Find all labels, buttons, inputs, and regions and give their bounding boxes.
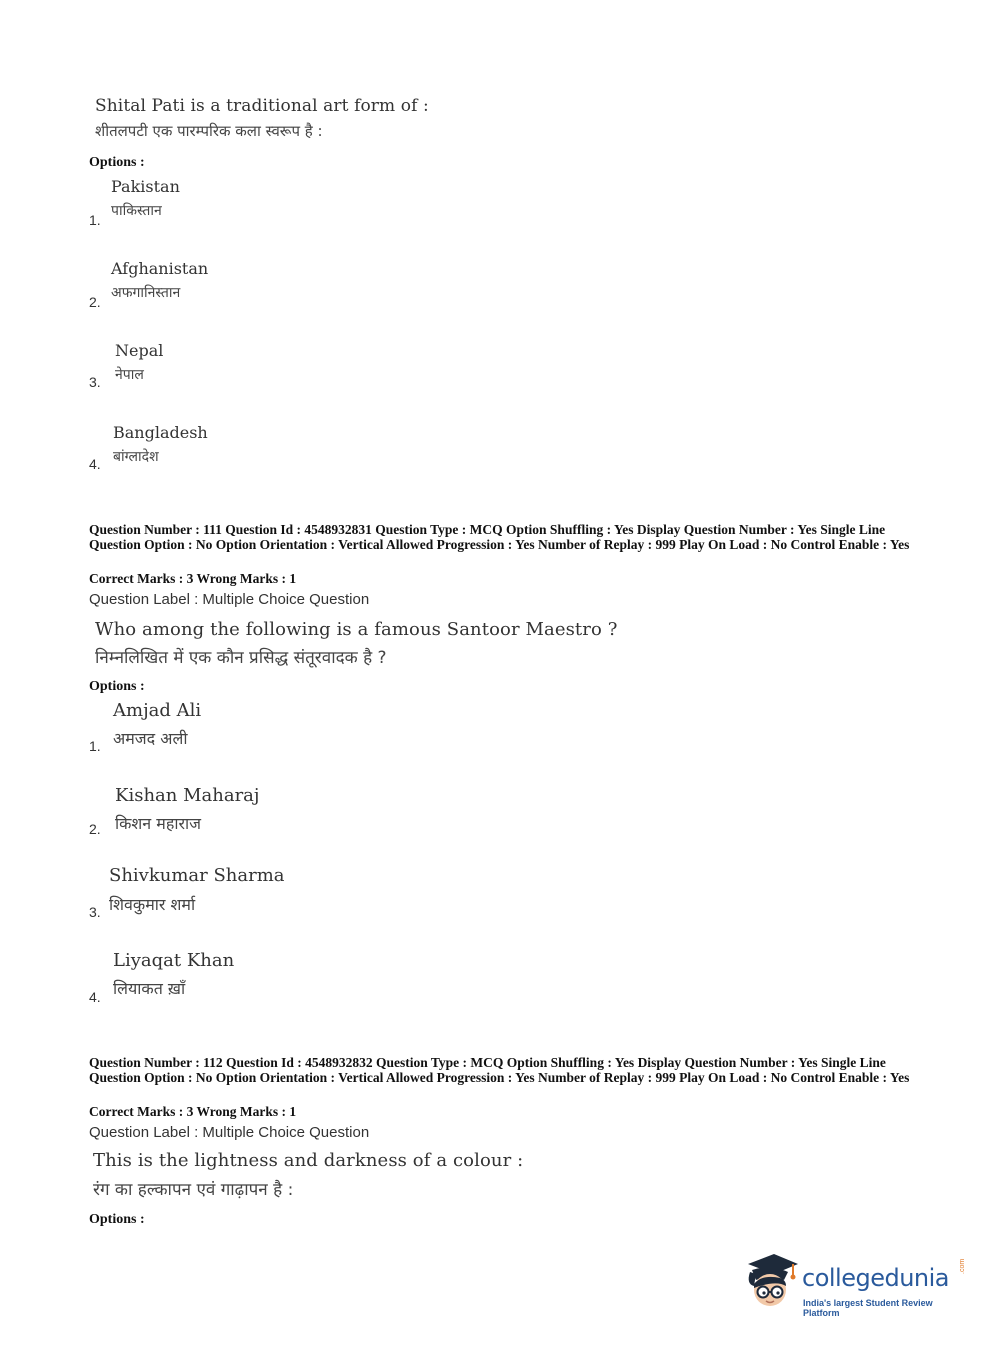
option-number: 2.: [89, 821, 101, 837]
q112-text-en: This is the lightness and darkness of a colour :: [93, 1150, 524, 1171]
q112-meta: Question Number : 112 Question Id : 4548932832 Question Type : MCQ Option Shuffling : Yes Display Question Number : Yes Single Line Question Option : No Option Orientation : Vertical Allowed Progression : Yes Number of Replay : 999 Play On Load : No Control Enable : Yes: [89, 1055, 910, 1085]
option-text-hi: लियाकत ख़ाँ: [113, 979, 186, 998]
collegedunia-logo: [740, 1250, 970, 1320]
q111-marks: Correct Marks : 3 Wrong Marks : 1: [89, 571, 297, 586]
option-text-hi: अफगानिस्तान: [111, 285, 181, 301]
option-text-hi: किशन महाराज: [115, 814, 202, 833]
option-text-hi: पाकिस्तान: [111, 203, 162, 219]
q111-question-label: Question Label : Multiple Choice Question: [89, 591, 370, 608]
logo-tagline: India's largest Student Review Platform: [803, 1298, 933, 1318]
option-number: 4.: [89, 989, 101, 1005]
option-number: 1.: [89, 212, 101, 228]
q110-text-hi: शीतलपटी एक पारम्परिक कला स्वरूप है :: [95, 122, 323, 140]
option-text-hi: अमजद अली: [113, 729, 188, 748]
option-number: 1.: [89, 738, 101, 754]
q112-text-hi: रंग का हल्कापन एवं गाढ़ापन है :: [93, 1180, 294, 1200]
option-number: 4.: [89, 456, 101, 472]
option-text-hi: नेपाल: [115, 367, 144, 383]
option-text-en: Liyaqat Khan: [113, 950, 235, 971]
logo-suffix: .com: [959, 1258, 966, 1274]
q111-meta: Question Number : 111 Question Id : 4548932831 Question Type : MCQ Option Shuffling : Yes Display Question Number : Yes Single Line Question Option : No Option Orientation : Vertical Allowed Progression : Yes Number of Replay : 999 Play On Load : No Control Enable : Yes: [89, 522, 910, 552]
option-text-en: Shivkumar Sharma: [109, 865, 285, 886]
q111-text-en: Who among the following is a famous Santoor Maestro ?: [95, 619, 618, 640]
mascot-icon: [740, 1250, 800, 1312]
option-text-en: Nepal: [115, 341, 164, 360]
option-text-en: Bangladesh: [113, 423, 208, 442]
q110-options-label: Options :: [89, 155, 145, 170]
logo-wordmark: collegedunia: [802, 1264, 950, 1292]
option-number: 3.: [89, 904, 101, 920]
option-text-en: Kishan Maharaj: [115, 785, 260, 806]
option-number: 3.: [89, 374, 101, 390]
option-number: 2.: [89, 294, 101, 310]
q112-options-label: Options :: [89, 1212, 145, 1227]
option-text-hi: बांग्लादेश: [113, 449, 159, 465]
q112-marks: Correct Marks : 3 Wrong Marks : 1: [89, 1104, 297, 1119]
q111-options-label: Options :: [89, 679, 145, 694]
option-text-hi: शिवकुमार शर्मा: [109, 895, 196, 914]
q110-text-en: Shital Pati is a traditional art form of :: [95, 96, 429, 116]
q112-question-label: Question Label : Multiple Choice Question: [89, 1124, 370, 1141]
option-text-en: Afghanistan: [111, 259, 209, 278]
q111-text-hi: निम्नलिखित में एक कौन प्रसिद्ध संतूरवादक है ?: [95, 648, 387, 668]
option-text-en: Amjad Ali: [113, 700, 202, 721]
option-text-en: Pakistan: [111, 177, 180, 196]
